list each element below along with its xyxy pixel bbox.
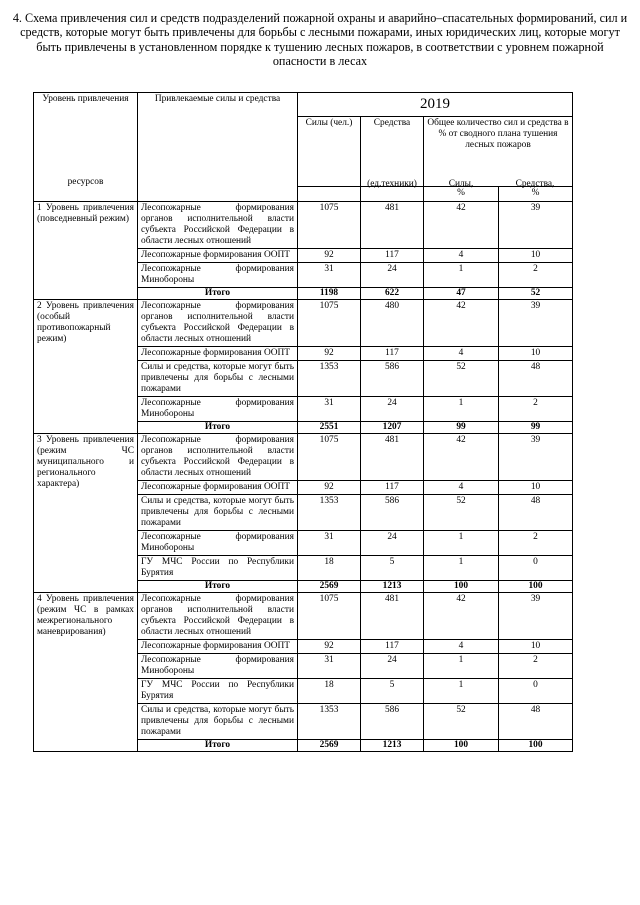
sily-cell: 92 [298,481,361,495]
total-label: Итого [138,581,298,593]
sily-pct-cell: 42 [424,593,499,640]
level-cell: 1 Уровень привлечения (повседневный режим) [34,202,138,300]
sredstva-cell: 117 [361,640,424,654]
total-sredstva: 1207 [361,422,424,434]
total-pct-label: Общее количество сил и средства в % от сводного плана тушения лесных пожаров [427,118,569,151]
sily-pct-cell: 1 [424,654,499,679]
sily-pct-cell: 4 [424,249,499,263]
sily-cell: 92 [298,347,361,361]
sredstva-cell: 586 [361,704,424,740]
sily-cell: 31 [298,397,361,422]
sredstva-cell: 481 [361,434,424,481]
level-cell: 3 Уровень привлечения (режим ЧС муниципального и регионального характера) [34,434,138,593]
total-sredstva: 622 [361,288,424,300]
total-sily-pct: 99 [424,422,499,434]
blank-cell [298,187,361,202]
sily-cell: 31 [298,654,361,679]
sredstva-pct-cell: 2 [499,263,573,288]
sredstva-pct-cell: 48 [499,361,573,397]
force-name-cell: Лесопожарные формирования ООПТ [138,640,298,654]
sredstva-pct-cell: 48 [499,495,573,531]
sily-cell: 92 [298,640,361,654]
total-pct-header [424,117,573,190]
force-name-cell: Силы и средства, которые могут быть привлечены для борьбы с лесными пожарами [138,704,298,740]
force-name-cell: Лесопожарные формирования Минобороны [138,654,298,679]
sily-cell: 1353 [298,361,361,397]
sily-pct-cell: 42 [424,434,499,481]
level-cell: 4 Уровень привлечения (режим ЧС в рамках межрегионального маневрирования) [34,593,138,752]
sredstva-pct-header: Средства, [515,179,555,190]
sily-cell: 31 [298,531,361,556]
sily-pct-cell: 52 [424,704,499,740]
sredstva-pct-cell: 10 [499,249,573,263]
total-sily: 2569 [298,740,361,752]
sily-pct-cell: 4 [424,347,499,361]
sredstva-pct-cell: 10 [499,640,573,654]
sredstva-header [361,117,424,190]
force-name-cell: Силы и средства, которые могут быть привлечены для борьбы с лесными пожарами [138,495,298,531]
sily-cell: 31 [298,263,361,288]
sredstva-pct-cell: 10 [499,481,573,495]
level-header-bottom: ресурсов [67,177,104,187]
sily-pct-cell: 52 [424,361,499,397]
year-header: 2019 [298,93,573,117]
force-name-cell: Лесопожарные формирования ООПТ [138,347,298,361]
sily-pct-cell: 1 [424,263,499,288]
table-row [34,300,573,347]
sredstva-pct-cell: 39 [499,202,573,249]
sredstva-cell: 5 [361,679,424,704]
sredstva-pct-cell: 2 [499,654,573,679]
sily-pct-cell: 52 [424,495,499,531]
force-name-cell: Лесопожарные формирования ООПТ [138,481,298,495]
total-sily-pct: 47 [424,288,499,300]
sredstva-cell: 117 [361,347,424,361]
force-name-cell: Лесопожарные формирования Минобороны [138,263,298,288]
table-row [34,202,573,249]
sredstva-cell: 24 [361,263,424,288]
total-sily: 2569 [298,581,361,593]
sily-pct-cell: 42 [424,300,499,347]
total-sredstva: 1213 [361,581,424,593]
force-name-cell: Лесопожарные формирования Минобороны [138,531,298,556]
pct-unit: % [424,187,499,202]
total-sredstva: 1213 [361,740,424,752]
level-cell: 2 Уровень привлечения (особый противопожарный режим) [34,300,138,434]
total-sredstva-pct: 100 [499,740,573,752]
sily-cell: 92 [298,249,361,263]
force-name-cell: Лесопожарные формирования органов исполнительной власти субъекта Российской Федерации в области лесных отношений [138,593,298,640]
level-header [34,93,138,202]
sredstva-cell: 117 [361,481,424,495]
sily-cell: 18 [298,679,361,704]
sily-header: Силы (чел.) [298,117,361,187]
sily-cell: 1075 [298,300,361,347]
sredstva-cell: 24 [361,654,424,679]
sily-cell: 1075 [298,593,361,640]
level-header-label: Уровень привлечения [42,94,129,104]
force-name-cell: Лесопожарные формирования органов исполнительной власти субъекта Российской Федерации в области лесных отношений [138,434,298,481]
sily-cell: 18 [298,556,361,581]
force-name-cell: ГУ МЧС России по Республики Бурятия [138,556,298,581]
sily-pct-cell: 1 [424,397,499,422]
sredstva-cell: 117 [361,249,424,263]
sredstva-pct-cell: 0 [499,556,573,581]
total-sredstva-pct: 100 [499,581,573,593]
sily-cell: 1075 [298,202,361,249]
total-label: Итого [138,288,298,300]
sily-pct-cell: 1 [424,556,499,581]
force-name-cell: Силы и средства, которые могут быть привлечены для борьбы с лесными пожарами [138,361,298,397]
sily-pct-cell: 42 [424,202,499,249]
sily-pct-header: Силы, [448,179,474,190]
table-row [34,434,573,481]
table-row [34,593,573,640]
sredstva-unit: (ед.техники) [367,179,417,190]
sily-pct-cell: 4 [424,481,499,495]
sredstva-pct-cell: 2 [499,397,573,422]
sredstva-cell: 586 [361,361,424,397]
sredstva-cell: 24 [361,397,424,422]
sredstva-pct-cell: 2 [499,531,573,556]
total-label: Итого [138,740,298,752]
total-label: Итого [138,422,298,434]
pct-unit: % [499,187,573,202]
forces-table [33,92,573,752]
sredstva-cell: 481 [361,593,424,640]
total-sily: 1198 [298,288,361,300]
sredstva-cell: 586 [361,495,424,531]
sredstva-cell: 24 [361,531,424,556]
sredstva-cell: 481 [361,202,424,249]
total-sily-pct: 100 [424,740,499,752]
sredstva-pct-cell: 39 [499,593,573,640]
sily-pct-cell: 1 [424,531,499,556]
sily-cell: 1353 [298,704,361,740]
sily-pct-cell: 4 [424,640,499,654]
sredstva-pct-cell: 48 [499,704,573,740]
forces-header: Привлекаемые силы и средства [138,93,298,202]
total-sredstva-pct: 52 [499,288,573,300]
sredstva-cell: 480 [361,300,424,347]
sredstva-header-label: Средства [373,118,411,129]
force-name-cell: Лесопожарные формирования Минобороны [138,397,298,422]
total-sily: 2551 [298,422,361,434]
sily-cell: 1075 [298,434,361,481]
total-sily-pct: 100 [424,581,499,593]
total-sredstva-pct: 99 [499,422,573,434]
sredstva-pct-cell: 39 [499,300,573,347]
force-name-cell: Лесопожарные формирования органов исполнительной власти субъекта Российской Федерации в области лесных отношений [138,202,298,249]
sredstva-pct-cell: 10 [499,347,573,361]
sily-pct-cell: 1 [424,679,499,704]
sredstva-pct-cell: 39 [499,434,573,481]
force-name-cell: ГУ МЧС России по Республики Бурятия [138,679,298,704]
sily-cell: 1353 [298,495,361,531]
force-name-cell: Лесопожарные формирования ООПТ [138,249,298,263]
force-name-cell: Лесопожарные формирования органов исполнительной власти субъекта Российской Федерации в области лесных отношений [138,300,298,347]
sredstva-pct-cell: 0 [499,679,573,704]
page-title: 4. Схема привлечения сил и средств подразделений пожарной охраны и аварийно–спасательных формирований, сил и средств, которые могут быть привлечены для борьбы с лесными пожарами, иных юридических лиц, которые могут быть привлечены в установленном порядке к тушению лесных пожаров, в соответствии с уровнем пожарной опасности в лесах [12,11,628,69]
sredstva-cell: 5 [361,556,424,581]
